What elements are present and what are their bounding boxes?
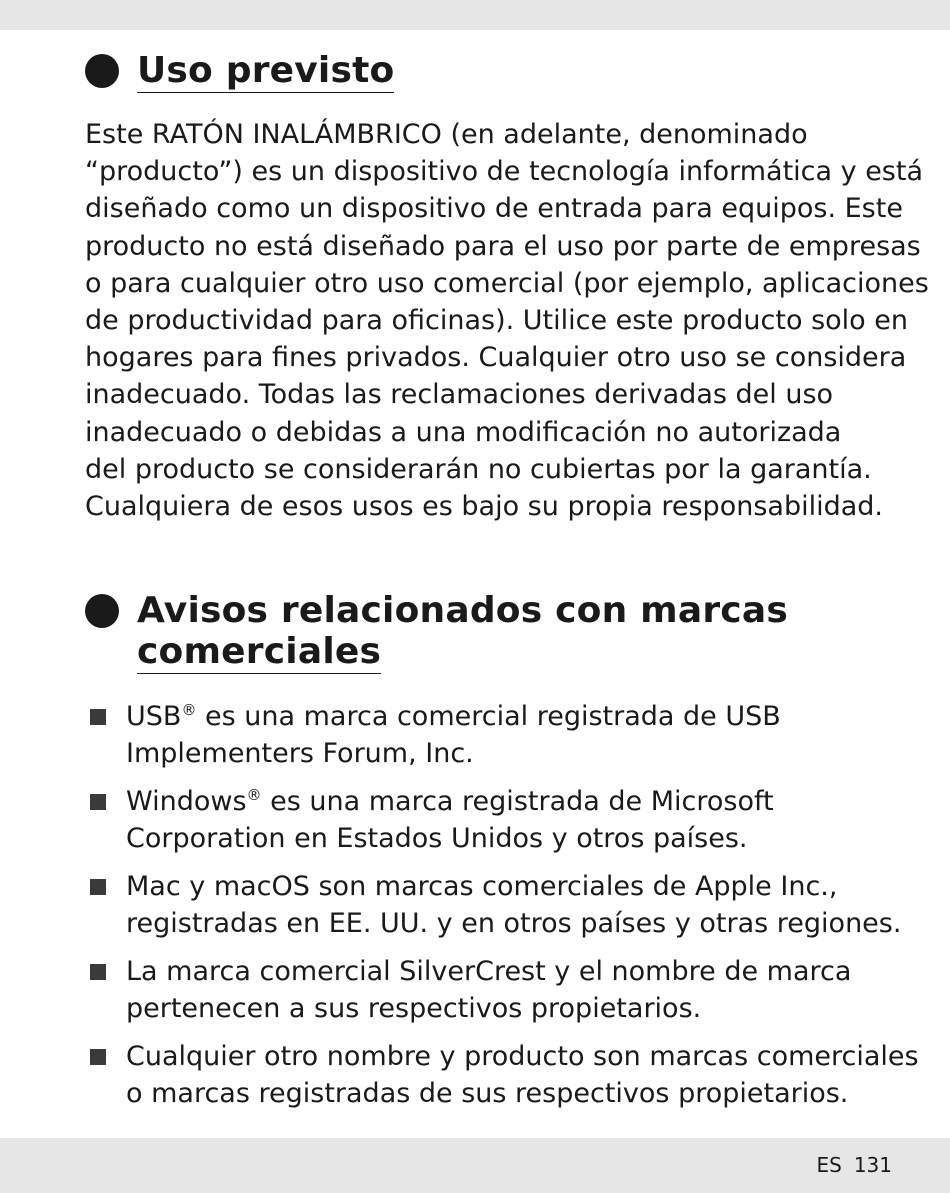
- list-item: [85, 868, 915, 942]
- heading-bullet-icon: [85, 594, 119, 628]
- list-item: [85, 953, 915, 1027]
- item-text-line1: Cualquier otro nombre y producto son marcas comerciales: [126, 1041, 919, 1072]
- paragraph-line: de productividad para oficinas). Utilice este producto solo en: [85, 305, 908, 337]
- paragraph-line: Este RATÓN INALÁMBRICO (en adelante, denominado: [85, 119, 808, 150]
- list-item: [85, 1038, 919, 1112]
- item-text-line1: Mac y macOS son marcas comerciales de Apple Inc.,: [126, 871, 838, 902]
- page-number: 131: [853, 1153, 892, 1177]
- square-bullet-icon: [90, 1049, 106, 1065]
- item-text-start: USB: [126, 701, 182, 732]
- paragraph-line: hogares para fines privados. Cualquier otro uso se considera: [85, 342, 907, 374]
- square-bullet-icon: [90, 794, 106, 810]
- item-text-line2: o marcas registradas de sus respectivos propietarios.: [126, 1078, 849, 1109]
- paragraph-line: inadecuado. Todas las reclamaciones derivadas del uso: [85, 379, 834, 411]
- intended-use-paragraph: [85, 116, 929, 525]
- list-item: [85, 698, 915, 772]
- item-text-line2: Implementers Forum, Inc.: [126, 738, 474, 769]
- item-text-rest: es una marca comercial registrada de USB: [196, 701, 781, 732]
- paragraph-line: del producto se considerarán no cubiertas por la garantía.: [85, 453, 872, 485]
- trademark-list: [85, 698, 919, 1123]
- item-text-line2: registradas en EE. UU. y en otros países y otras regiones.: [126, 908, 902, 939]
- heading-bullet-icon: [85, 54, 119, 88]
- item-text-rest: es una marca registrada de Microsoft: [261, 786, 774, 817]
- top-margin-band: [0, 0, 950, 30]
- item-text-line2: Corporation en Estados Unidos y otros países.: [126, 823, 748, 854]
- square-bullet-icon: [90, 879, 106, 895]
- paragraph-line: producto no está diseñado para el uso por parte de empresas: [85, 230, 921, 262]
- paragraph-line: inadecuado o debidas a una modificación no autorizada: [85, 416, 842, 448]
- paragraph-line: Cualquiera de esos usos es bajo su propia responsabilidad.: [85, 491, 883, 523]
- section-title-line: comerciales: [137, 631, 382, 672]
- paragraph-line: “producto”) es un dispositivo de tecnología informática y está: [85, 156, 924, 188]
- square-bullet-icon: [90, 709, 106, 725]
- footer-language: ES: [816, 1153, 842, 1177]
- section-title: [137, 590, 788, 674]
- page-footer: [816, 1153, 892, 1177]
- registered-mark: ®: [181, 701, 197, 719]
- item-text-line1: La marca comercial SilverCrest y el nombre de marca: [126, 956, 852, 987]
- footer-band: [0, 1138, 950, 1193]
- item-text-start: Windows: [126, 786, 247, 817]
- section-title-line: Avisos relacionados con marcas: [137, 590, 788, 631]
- item-text-line2: pertenecen a sus respectivos propietarios.: [126, 993, 702, 1024]
- registered-mark: ®: [246, 786, 262, 804]
- section-title-line: Uso previsto: [137, 50, 395, 91]
- paragraph-line: diseñado como un dispositivo de entrada para equipos. Este: [85, 193, 903, 225]
- section-title: [137, 50, 394, 93]
- paragraph-line: o para cualquier otro uso comercial (por ejemplo, aplicaciones: [85, 267, 929, 299]
- list-item: [85, 783, 915, 857]
- square-bullet-icon: [90, 964, 106, 980]
